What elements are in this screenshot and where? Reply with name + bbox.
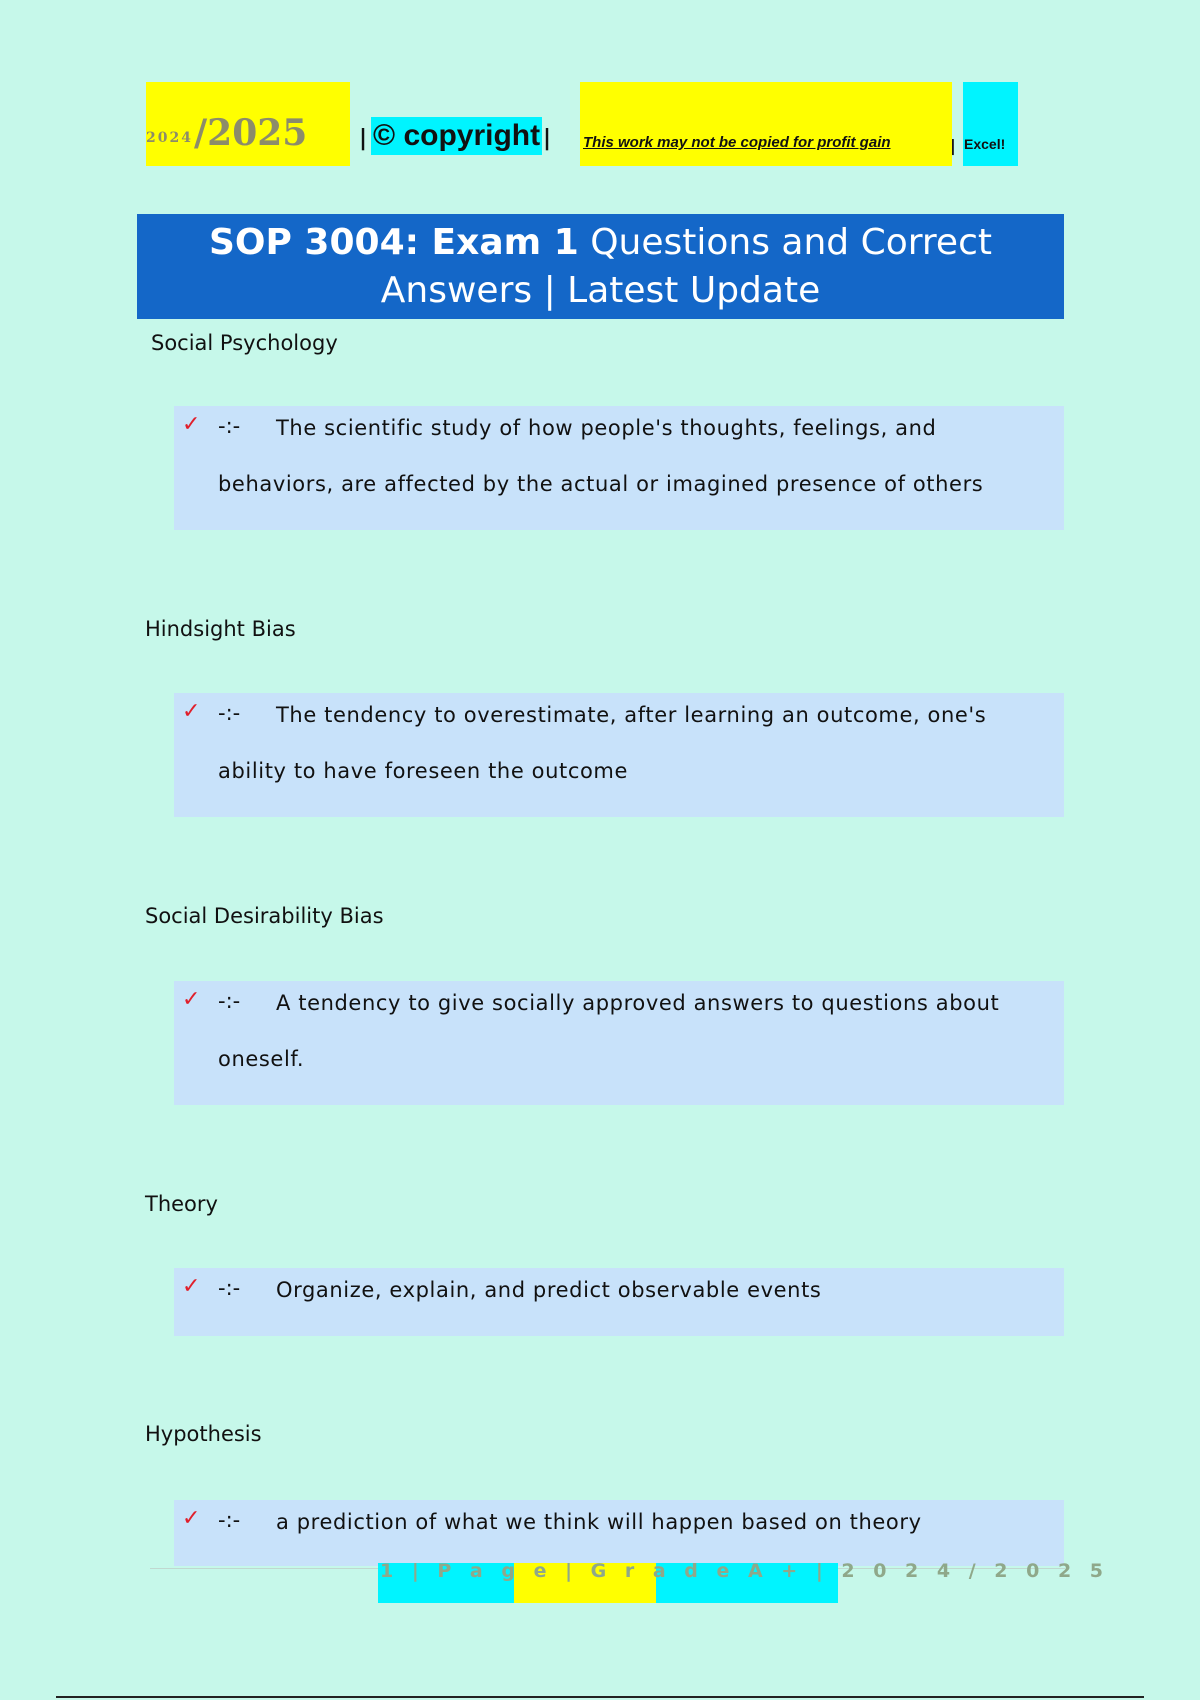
page-footer: 1 | P a g e | G r a d e A + | 2 0 2 4 / 2 0 2 5 [380,1560,1110,1582]
bottom-divider [56,1696,1144,1698]
answer-text: a prediction of what we think will happen based on theory [276,1510,922,1534]
check-icon: ✓ [182,987,201,1012]
term-label: Social Psychology [151,331,338,355]
answer-marker: -:- [218,989,241,1013]
excel-highlight [963,82,1018,166]
year-highlight [146,82,350,166]
term-label: Hypothesis [145,1422,262,1446]
answer-box [174,406,1064,530]
answer-text: Organize, explain, and predict observable events [276,1278,822,1302]
copy-notice: This work may not be copied for profit gain [583,134,891,151]
answer-marker: -:- [218,1276,241,1300]
separator: | [359,126,368,151]
title-course: SOP 3004: Exam 1 [208,222,579,263]
answer-marker: -:- [218,701,241,725]
term-label: Social Desirability Bias [145,904,384,928]
check-icon: ✓ [182,1274,201,1299]
title-rest: Questions and Correct Answers | Latest Update [380,222,992,311]
answer-box [174,981,1064,1105]
separator: | [950,136,956,155]
answer-marker: -:- [218,1508,241,1532]
document-title [137,214,1064,319]
answer-text: A tendency to give socially approved answers to questions about oneself. [218,991,1000,1071]
term-label: Hindsight Bias [145,617,296,641]
year-end: /2025 [194,112,308,154]
check-icon: ✓ [182,699,201,724]
excel-label: Excel! [964,136,1006,152]
separator: | [543,126,552,151]
check-icon: ✓ [182,412,201,437]
answer-text: The scientific study of how people's thoughts, feelings, and behaviors, are affected by the actual or imagined presence of others [218,416,984,496]
year-start: 2024 [146,130,193,146]
term-label: Theory [145,1192,218,1216]
copyright-label: © copyright [371,117,542,155]
notice-highlight [580,82,952,166]
answer-text: The tendency to overestimate, after learning an outcome, one's ability to have foreseen the outcome [218,703,987,783]
answer-box [174,1268,1064,1336]
answer-box [174,1500,1064,1566]
answer-marker: -:- [218,414,241,438]
check-icon: ✓ [182,1506,201,1531]
answer-box [174,693,1064,817]
